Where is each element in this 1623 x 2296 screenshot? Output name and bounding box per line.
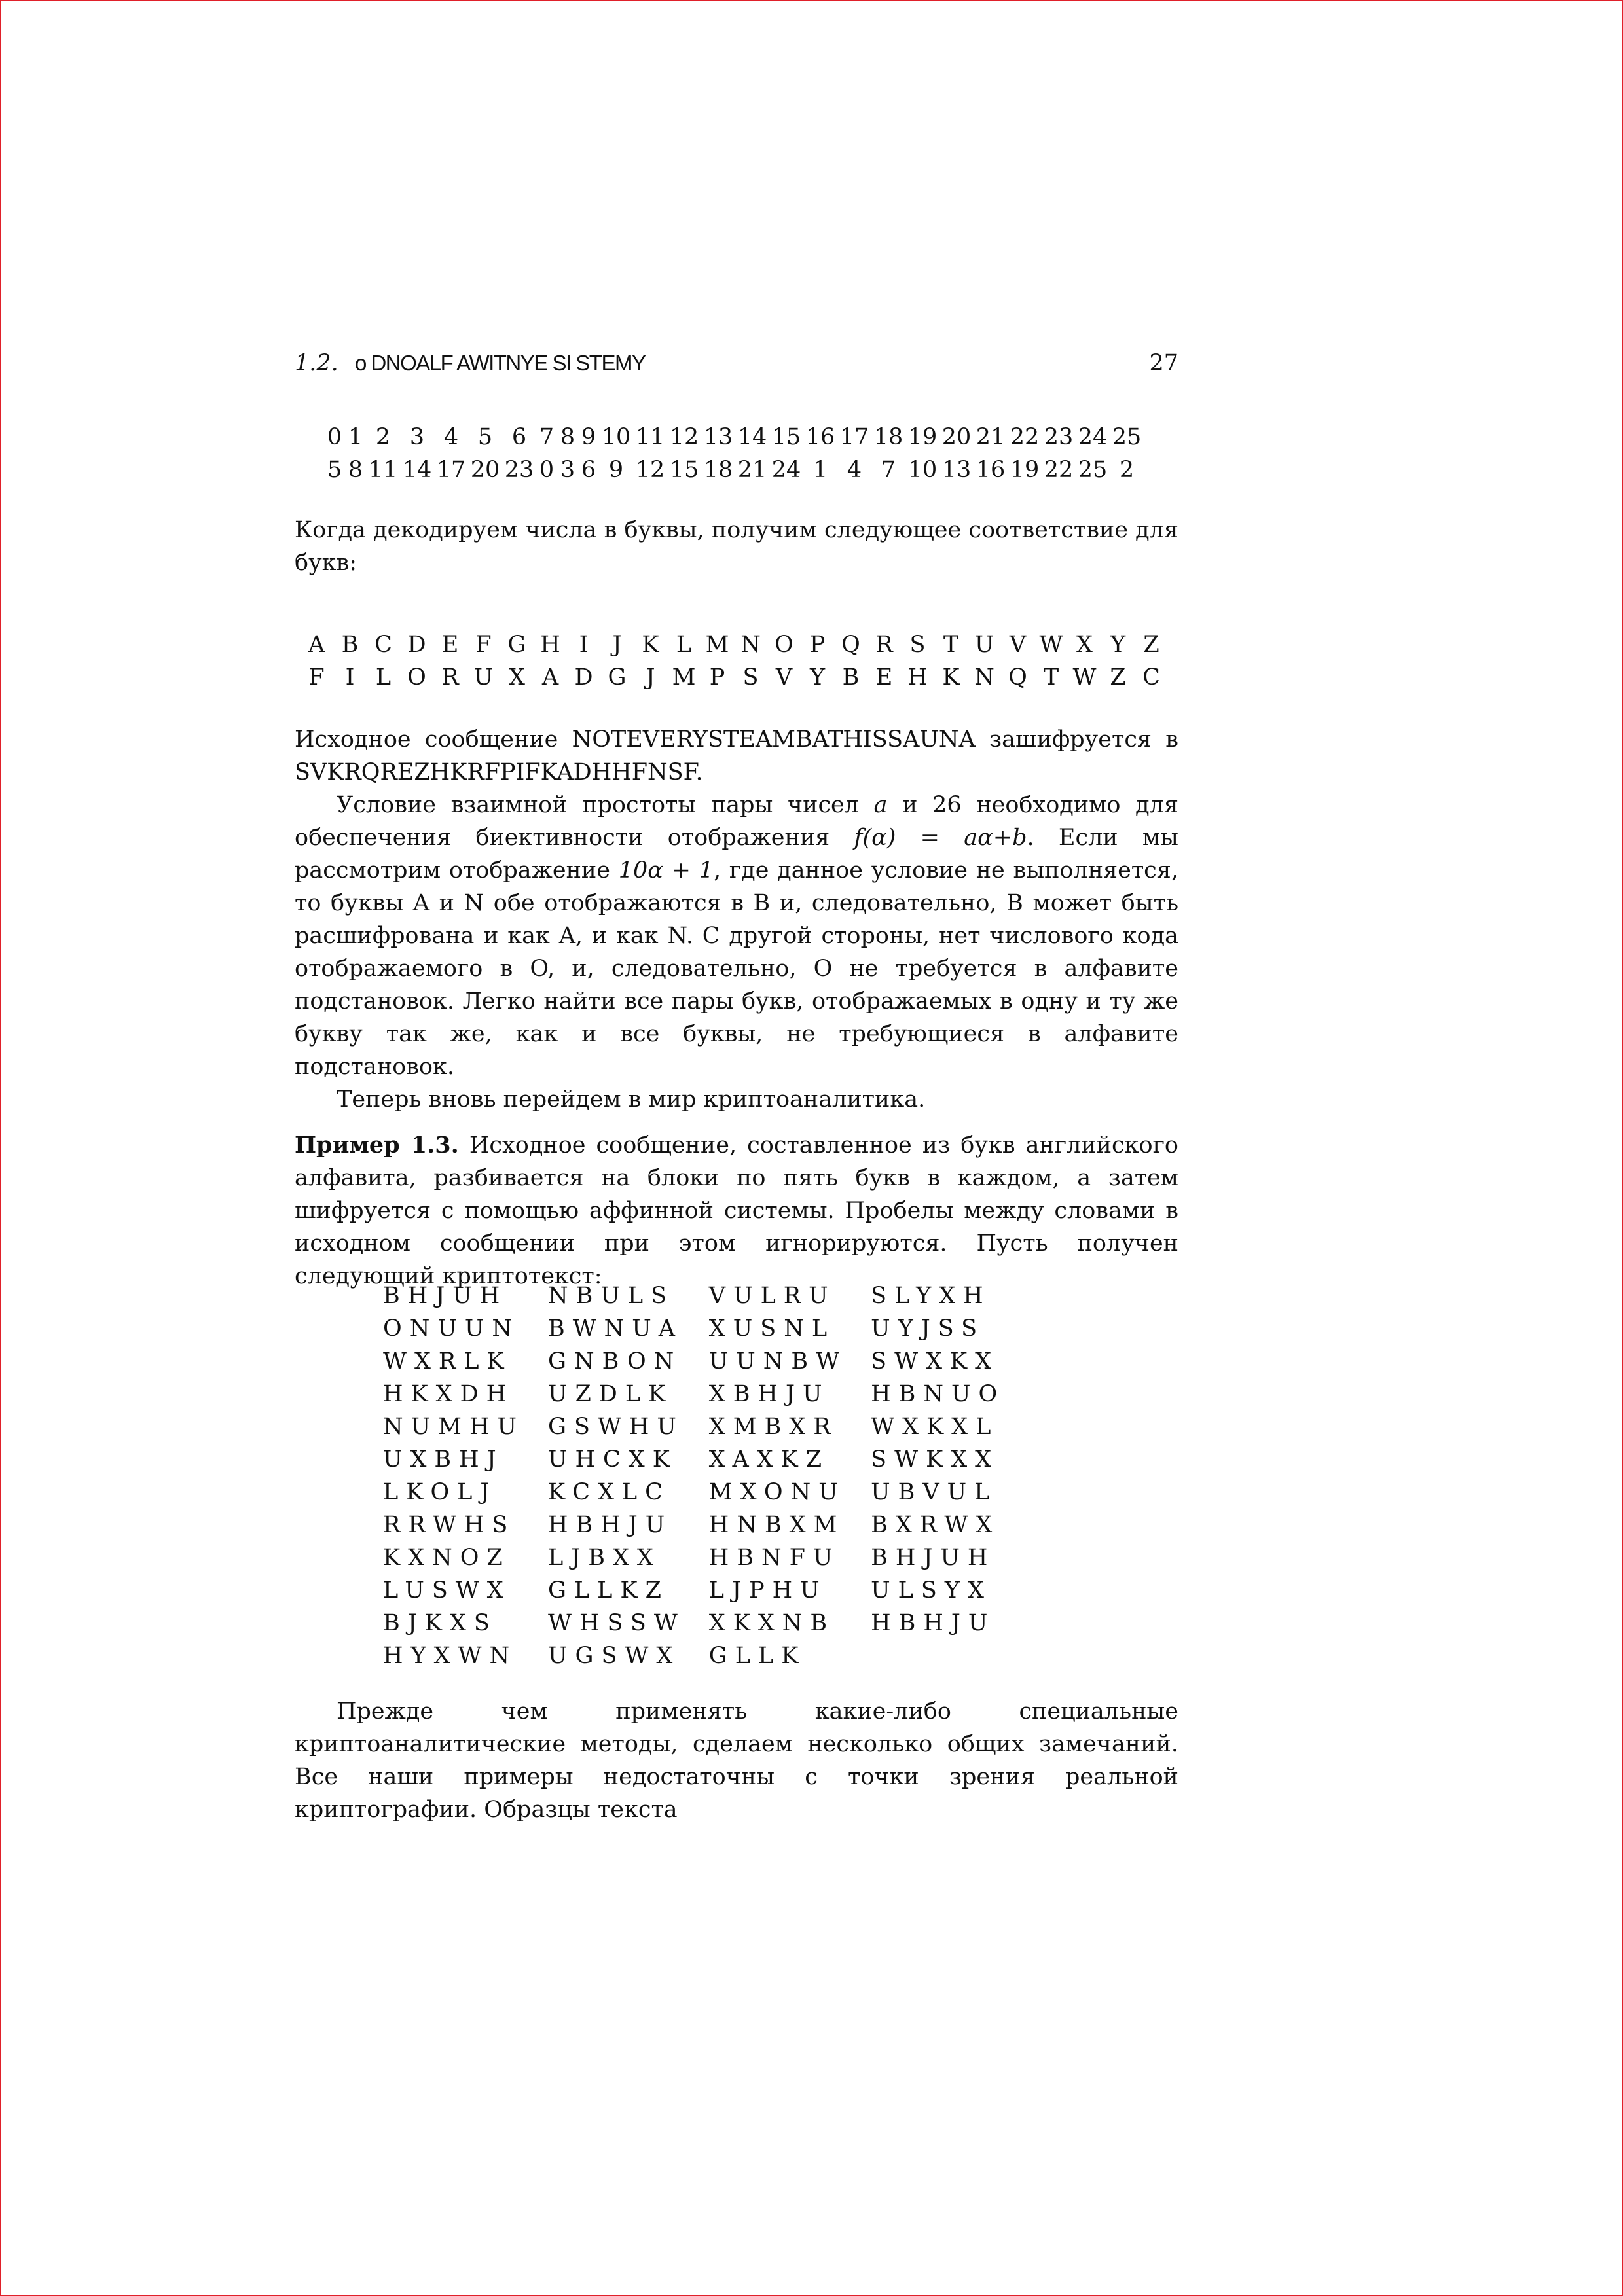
ciphertext-block: HBHJU bbox=[547, 1512, 673, 1538]
letter-cell: M bbox=[705, 632, 729, 658]
ciphertext-block: HBNUO bbox=[871, 1381, 1006, 1407]
letter-cell: M bbox=[672, 664, 696, 691]
ciphertext-row bbox=[383, 1640, 1029, 1672]
ciphertext-block: XAXKZ bbox=[708, 1446, 830, 1473]
letter-cell: Q bbox=[841, 632, 860, 658]
running-header bbox=[295, 347, 1178, 386]
ciphertext-row bbox=[383, 1476, 1029, 1509]
letter-cell: S bbox=[909, 632, 926, 658]
ciphertext-block: VULRU bbox=[708, 1283, 836, 1309]
letter-cell: W bbox=[1072, 664, 1097, 691]
ciphertext-block: GLLK bbox=[708, 1643, 807, 1669]
letter-row-cipher bbox=[300, 661, 1168, 694]
body-text-block bbox=[295, 723, 1178, 1293]
letter-cell: O bbox=[775, 632, 793, 658]
letter-cell: J bbox=[612, 632, 622, 658]
letter-cell: Q bbox=[1008, 664, 1027, 691]
ciphertext-block: GSWHU bbox=[547, 1414, 684, 1440]
formula-example: 10α + 1 bbox=[618, 857, 714, 884]
section-number: 1.2. bbox=[295, 350, 338, 376]
ciphertext-block: LUSWX bbox=[383, 1577, 511, 1604]
closing-text-block bbox=[295, 1695, 1178, 1826]
ciphertext-block: GLLKZ bbox=[547, 1577, 669, 1604]
ciphertext-block: UYJSS bbox=[871, 1316, 985, 1342]
ciphertext-block: NUMHU bbox=[383, 1414, 524, 1440]
letter-cell: N bbox=[974, 664, 994, 691]
ciphertext-block: NBULS bbox=[547, 1283, 675, 1309]
letter-cell: A bbox=[541, 664, 559, 691]
ciphertext-block: ONUUN bbox=[383, 1316, 520, 1342]
letter-cell: P bbox=[709, 664, 725, 691]
number-cell: 14 bbox=[737, 424, 767, 450]
number-cell: 0 bbox=[327, 424, 342, 450]
letter-cell: I bbox=[345, 664, 355, 691]
letter-cell: U bbox=[473, 664, 494, 691]
letter-cell: N bbox=[740, 632, 761, 658]
letter-cell: B bbox=[341, 632, 359, 658]
number-cell: 17 bbox=[839, 424, 869, 450]
letter-cell: C bbox=[1142, 664, 1160, 691]
ciphertext-block: HKXDH bbox=[383, 1381, 515, 1407]
number-cell: 9 bbox=[581, 424, 596, 450]
number-cell: 12 bbox=[669, 424, 699, 450]
ciphertext-block: ULSYX bbox=[871, 1577, 992, 1604]
number-cell: 15 bbox=[669, 457, 699, 483]
formula-affine: f(α) = aα+b bbox=[854, 825, 1027, 851]
number-cell: 5 bbox=[477, 424, 493, 450]
ciphertext-row bbox=[383, 1312, 1029, 1345]
ciphertext-block: HBNFU bbox=[708, 1545, 841, 1571]
letter-cell: U bbox=[974, 632, 994, 658]
ciphertext-block: UGSWX bbox=[547, 1643, 681, 1669]
closing-paragraph: Прежде чем применять какие-либо специальные криптоаналитические методы, сделаем несколько общих замечаний. Все наши примеры недостаточны с точки зрения реальной криптографии. Образцы текста bbox=[295, 1698, 1178, 1823]
letter-cell: D bbox=[574, 664, 593, 691]
ciphertext-block: BJKXS bbox=[383, 1610, 498, 1636]
ciphertext-row bbox=[383, 1280, 1029, 1312]
math-a: a bbox=[873, 792, 888, 818]
letter-cell: B bbox=[842, 664, 860, 691]
letter-cell: K bbox=[642, 632, 659, 658]
number-mapping-table bbox=[324, 421, 1144, 486]
number-cell: 21 bbox=[737, 457, 767, 483]
number-cell: 20 bbox=[941, 424, 972, 450]
number-cell: 20 bbox=[470, 457, 500, 483]
ciphertext-block: UBVUL bbox=[871, 1479, 998, 1505]
letter-cell: W bbox=[1039, 632, 1063, 658]
decode-paragraph: Когда декодируем числа в буквы, получим следующее соответствие для букв: bbox=[295, 517, 1178, 576]
letter-cell: Z bbox=[1110, 664, 1126, 691]
letter-cell: Y bbox=[1110, 632, 1126, 658]
page-number: 27 bbox=[1149, 350, 1178, 376]
ciphertext-row bbox=[383, 1509, 1029, 1541]
letter-cell: L bbox=[375, 664, 392, 691]
section-title: o DNOALF AWITNYE SI STEMY bbox=[354, 351, 646, 375]
letter-cell: F bbox=[475, 632, 492, 658]
letter-row-plain bbox=[300, 628, 1168, 661]
ciphertext-block: WXKXL bbox=[871, 1414, 999, 1440]
ciphertext-block: UHCXK bbox=[547, 1446, 678, 1473]
letter-cell: R bbox=[875, 632, 893, 658]
number-cell: 11 bbox=[635, 424, 665, 450]
number-cell: 6 bbox=[581, 457, 596, 483]
number-cell: 6 bbox=[511, 424, 527, 450]
example-label: Пример 1.3. bbox=[295, 1132, 459, 1158]
number-cell: 16 bbox=[805, 424, 835, 450]
condition-text-4: , где данное условие не выполняется, то буквы A и N обе отображаются в B и, следовательно, B может быть расшифрована и как A, и как N. С другой стороны, нет числового кода отображаемого в O, и, следовательно, O не требуется в алфавите подстановок. Легко найти все пары букв, отображаемых в одну и ту же букву так же, как и все буквы, не требующиеся в алфавите подстановок. bbox=[295, 857, 1178, 1080]
letter-cell: F bbox=[308, 664, 325, 691]
number-cell: 2 bbox=[1119, 457, 1135, 483]
letter-cell: Z bbox=[1143, 632, 1159, 658]
number-cell: 4 bbox=[443, 424, 459, 450]
number-cell: 23 bbox=[1044, 424, 1074, 450]
number-cell: 18 bbox=[703, 457, 733, 483]
number-cell: 24 bbox=[771, 457, 801, 483]
ciphertext-row bbox=[383, 1410, 1029, 1443]
letter-cell: C bbox=[374, 632, 392, 658]
letter-cell: V bbox=[1009, 632, 1027, 658]
number-cell: 1 bbox=[812, 457, 828, 483]
number-cell: 12 bbox=[635, 457, 665, 483]
number-cell: 17 bbox=[436, 457, 466, 483]
ciphertext-row bbox=[383, 1378, 1029, 1410]
letter-cell: X bbox=[509, 664, 525, 691]
number-cell: 21 bbox=[976, 424, 1006, 450]
ciphertext-block: SWXKX bbox=[871, 1348, 1000, 1374]
number-cell: 19 bbox=[1010, 457, 1040, 483]
letter-mapping-table bbox=[300, 628, 1168, 694]
ciphertext-block: HYXWN bbox=[383, 1643, 518, 1669]
encrypt-paragraph: Исходное сообщение NOTEVERYSTEAMBATHISSAUNA зашифруется в SVKRQREZHKRFPIFKADHHFNSF. bbox=[295, 726, 1178, 785]
letter-cell: S bbox=[742, 664, 759, 691]
number-cell: 7 bbox=[539, 424, 555, 450]
number-cell: 9 bbox=[608, 457, 624, 483]
ciphertext-block: XKXNB bbox=[708, 1610, 835, 1636]
letter-cell: G bbox=[608, 664, 627, 691]
ciphertext-row bbox=[383, 1607, 1029, 1640]
letter-cell: L bbox=[676, 632, 692, 658]
number-cell: 25 bbox=[1078, 457, 1108, 483]
ciphertext-row bbox=[383, 1443, 1029, 1476]
letter-cell: X bbox=[1076, 632, 1093, 658]
ciphertext-row bbox=[383, 1574, 1029, 1607]
number-cell: 8 bbox=[560, 424, 575, 450]
ciphertext-row bbox=[383, 1345, 1029, 1378]
number-cell: 24 bbox=[1078, 424, 1108, 450]
ciphertext-block: WHSSW bbox=[547, 1610, 685, 1636]
condition-text-1: Условие взаимной простоты пары чисел bbox=[337, 792, 874, 818]
letter-cell: H bbox=[907, 664, 928, 691]
ciphertext-block: HNBXM bbox=[708, 1512, 845, 1538]
number-cell: 10 bbox=[601, 424, 631, 450]
condition-paragraph bbox=[295, 789, 1178, 1083]
letter-cell: P bbox=[809, 632, 826, 658]
number-cell: 22 bbox=[1044, 457, 1074, 483]
number-cell: 15 bbox=[771, 424, 801, 450]
letter-cell: T bbox=[943, 632, 959, 658]
ciphertext-table bbox=[383, 1280, 1029, 1672]
number-cell: 19 bbox=[907, 424, 938, 450]
ciphertext-block: WXRLK bbox=[383, 1348, 512, 1374]
ciphertext-block: UUNBW bbox=[708, 1348, 848, 1374]
ciphertext-block: BHJUH bbox=[383, 1283, 508, 1309]
number-cell: 3 bbox=[409, 424, 425, 450]
example-paragraph bbox=[295, 1129, 1178, 1293]
number-row-mapped bbox=[324, 454, 1144, 486]
ciphertext-block: XMBXR bbox=[708, 1414, 839, 1440]
number-cell: 1 bbox=[348, 424, 363, 450]
letter-cell: G bbox=[507, 632, 526, 658]
number-cell: 4 bbox=[847, 457, 862, 483]
letter-cell: I bbox=[579, 632, 589, 658]
number-cell: 18 bbox=[873, 424, 903, 450]
ciphertext-block: XBHJU bbox=[708, 1381, 830, 1407]
ciphertext-block: BXRWX bbox=[871, 1512, 1000, 1538]
letter-cell: V bbox=[775, 664, 793, 691]
number-cell: 16 bbox=[976, 457, 1006, 483]
letter-cell: H bbox=[540, 632, 560, 658]
letter-cell: E bbox=[875, 664, 893, 691]
ciphertext-block: UXBHJ bbox=[383, 1446, 504, 1473]
ciphertext-row bbox=[383, 1541, 1029, 1574]
ciphertext-block: LJBXX bbox=[547, 1545, 661, 1571]
transition-paragraph: Теперь вновь перейдем в мир криптоаналитика. bbox=[337, 1086, 926, 1113]
letter-cell: E bbox=[441, 632, 459, 658]
number-cell: 11 bbox=[368, 457, 398, 483]
ciphertext-block: BHJUH bbox=[871, 1545, 996, 1571]
number-cell: 13 bbox=[703, 424, 733, 450]
ciphertext-block: HBHJU bbox=[871, 1610, 996, 1636]
ciphertext-block: UZDLK bbox=[547, 1381, 674, 1407]
number-cell: 8 bbox=[348, 457, 363, 483]
number-cell: 25 bbox=[1112, 424, 1142, 450]
ciphertext-block: GNBON bbox=[547, 1348, 682, 1374]
number-cell: 23 bbox=[504, 457, 534, 483]
letter-cell: K bbox=[942, 664, 960, 691]
condition-text-2: и 26 необходимо для обеспечения биективности отображения bbox=[295, 792, 1178, 851]
ciphertext-block: RRWHS bbox=[383, 1512, 516, 1538]
letter-cell: R bbox=[441, 664, 459, 691]
ciphertext-block: KXNOZ bbox=[383, 1545, 511, 1571]
ciphertext-block: MXONU bbox=[708, 1479, 846, 1505]
number-cell: 13 bbox=[941, 457, 972, 483]
ciphertext-block: KCXLC bbox=[547, 1479, 670, 1505]
ciphertext-block: LJPHU bbox=[708, 1577, 828, 1604]
number-cell: 22 bbox=[1010, 424, 1040, 450]
ciphertext-block: BWNUA bbox=[547, 1316, 683, 1342]
decode-paragraph-block bbox=[295, 514, 1178, 579]
number-cell: 3 bbox=[560, 457, 575, 483]
ciphertext-block bbox=[871, 1640, 1029, 1672]
number-cell: 7 bbox=[881, 457, 896, 483]
letter-cell: Y bbox=[809, 664, 826, 691]
number-cell: 0 bbox=[539, 457, 555, 483]
letter-cell: T bbox=[1043, 664, 1059, 691]
letter-cell: D bbox=[407, 632, 426, 658]
ciphertext-block: LKOLJ bbox=[383, 1479, 498, 1505]
number-row-original bbox=[324, 421, 1144, 454]
letter-cell: O bbox=[407, 664, 426, 691]
condition-text-3: . Если мы рассмотрим отображение bbox=[295, 825, 1178, 884]
ciphertext-block: SLYXH bbox=[871, 1283, 991, 1309]
number-cell: 5 bbox=[327, 457, 342, 483]
ciphertext-block: XUSNL bbox=[708, 1316, 835, 1342]
letter-cell: J bbox=[646, 664, 655, 691]
number-cell: 14 bbox=[402, 457, 432, 483]
example-text: Исходное сообщение, составленное из букв английского алфавита, разбивается на блоки по пять букв в каждом, а затем шифруется с помощью аффинной системы. Пробелы между словами в исходном сообщении при этом игнорируются. Пусть получен следующий криптотекст: bbox=[295, 1132, 1178, 1289]
letter-cell: A bbox=[308, 632, 325, 658]
number-cell: 2 bbox=[375, 424, 391, 450]
ciphertext-block: SWKXX bbox=[871, 1446, 1000, 1473]
number-cell: 10 bbox=[907, 457, 938, 483]
